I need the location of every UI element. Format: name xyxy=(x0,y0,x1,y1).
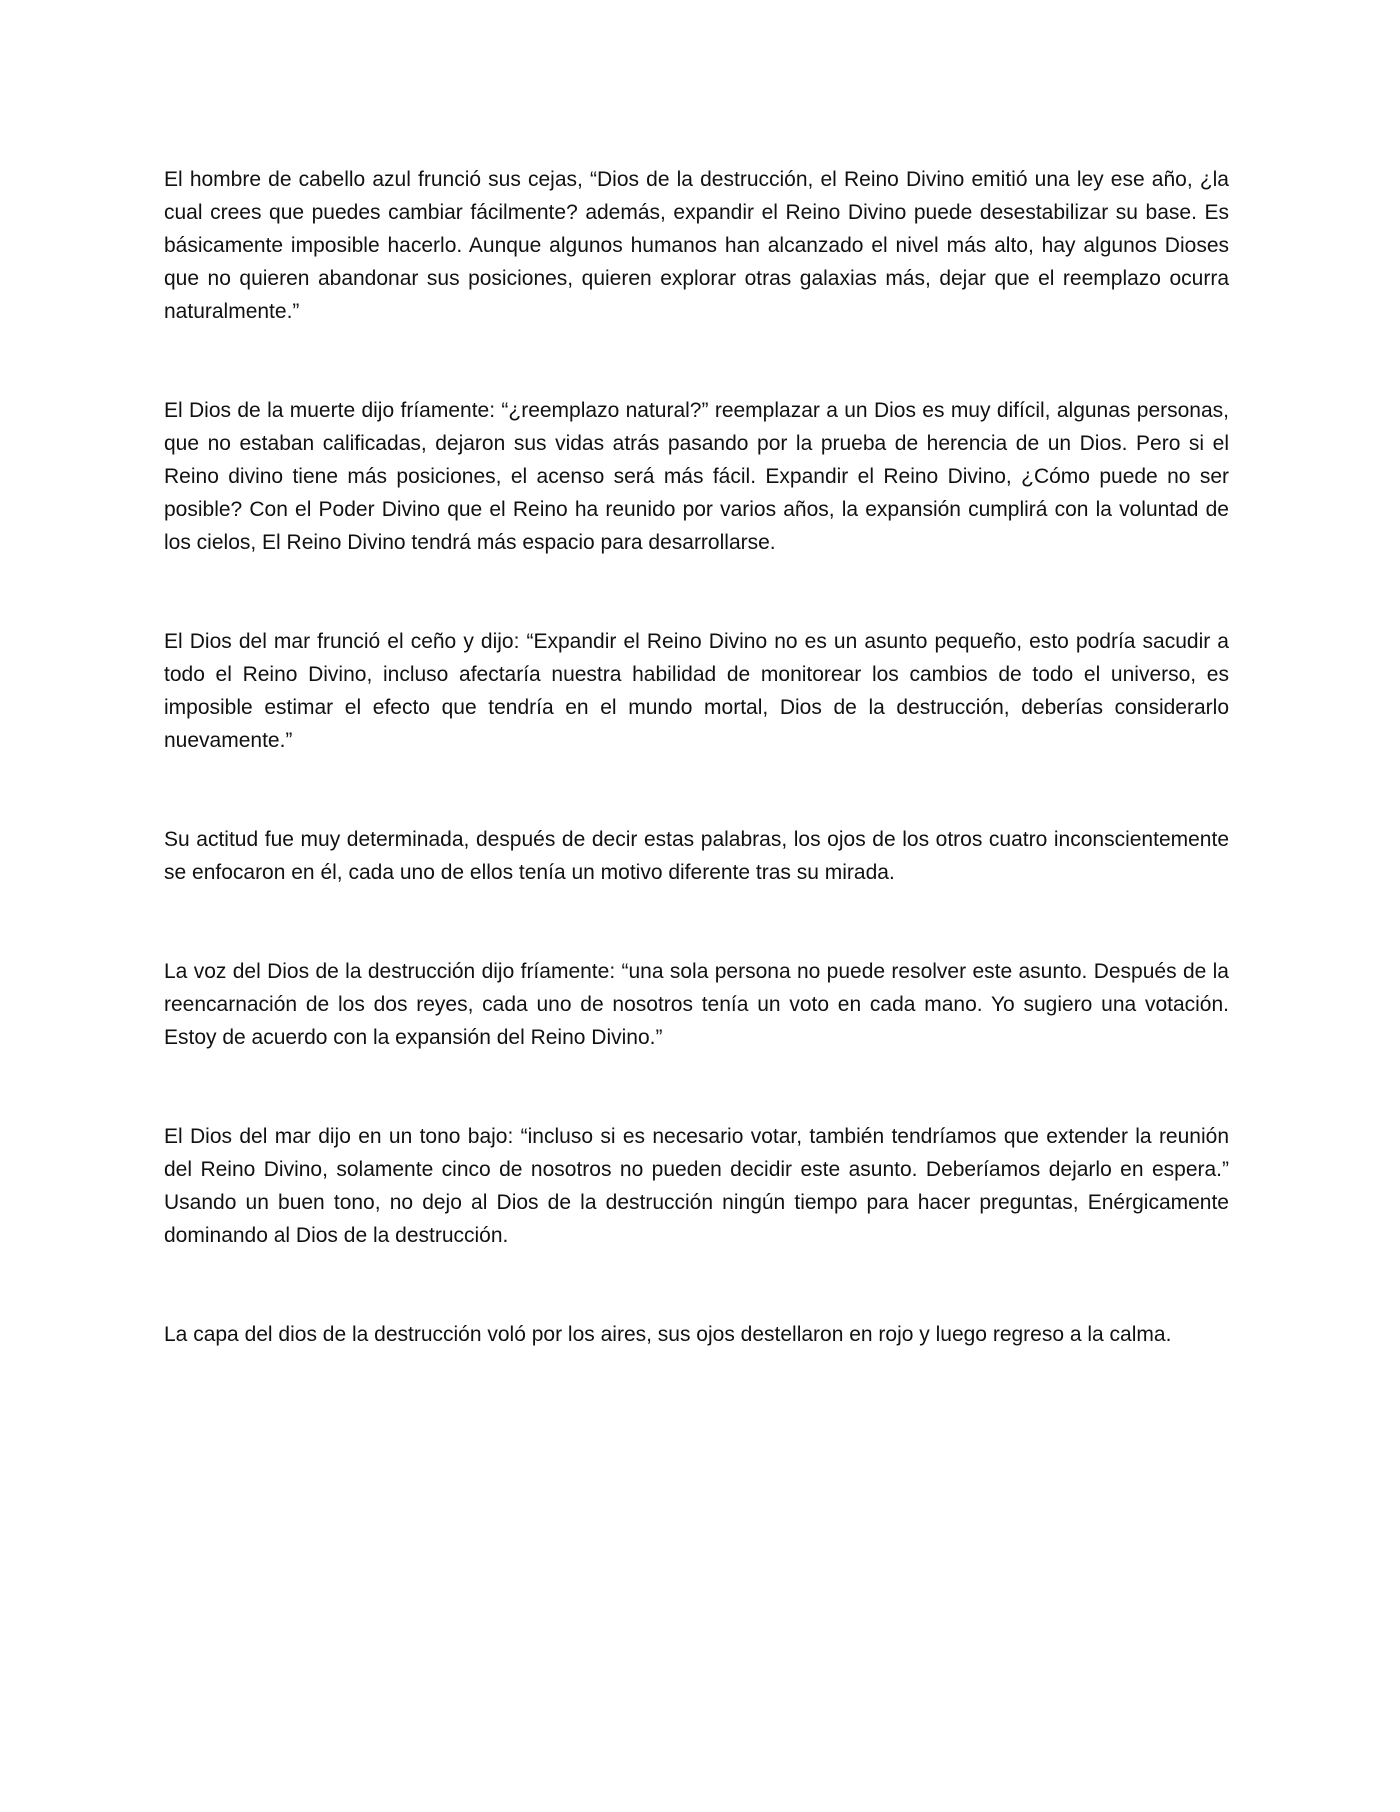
paragraph-4: Su actitud fue muy determinada, después de decir estas palabras, los ojos de los otros cuatro inconscientemente se enfocaron en él, cada uno de ellos tenía un motivo diferente tras su mirada. xyxy=(164,828,1229,884)
paragraph-6: El Dios del mar dijo en un tono bajo: “incluso si es necesario votar, también tendríamos que extender la reunión del Reino Divino, solamente cinco de nosotros no pueden decidir este asunto. Deberíamos dejarlo en espera.” Usando un buen tono, no dejo al Dios de la destrucción ningún tiempo para hacer preguntas, Enérgicamente dominando al Dios de la destrucción. xyxy=(164,1125,1229,1247)
paragraph-5: La voz del Dios de la destrucción dijo fríamente: “una sola persona no puede resolver este asunto. Después de la reencarnación de los dos reyes, cada uno de nosotros tenía un voto en cada mano. Yo sugiero una votación. Estoy de acuerdo con la expansión del Reino Divino.” xyxy=(164,960,1229,1049)
paragraph-2: El Dios de la muerte dijo fríamente: “¿reemplazo natural?” reemplazar a un Dios es muy difícil, algunas personas, que no estaban calificadas, dejaron sus vidas atrás pasando por la prueba de herencia de un Dios. Pero si el Reino divino tiene más posiciones, el acenso será más fácil. Expandir el Reino Divino, ¿Cómo puede no ser posible? Con el Poder Divino que el Reino ha reunido por varios años, la expansión cumplirá con la voluntad de los cielos, El Reino Divino tendrá más espacio para desarrollarse. xyxy=(164,399,1229,554)
document-body xyxy=(164,163,1229,1351)
paragraph-3: El Dios del mar frunció el ceño y dijo: “Expandir el Reino Divino no es un asunto pequeño, esto podría sacudir a todo el Reino Divino, incluso afectaría nuestra habilidad de monitorear los cambios de todo el universo, es imposible estimar el efecto que tendría en el mundo mortal, Dios de la destrucción, deberías considerarlo nuevamente.” xyxy=(164,630,1229,752)
paragraph-7: La capa del dios de la destrucción voló por los aires, sus ojos destellaron en rojo y luego regreso a la calma. xyxy=(164,1323,1172,1346)
paragraph-1: El hombre de cabello azul frunció sus cejas, “Dios de la destrucción, el Reino Divino emitió una ley ese año, ¿la cual crees que puedes cambiar fácilmente? además, expandir el Reino Divino puede desestabilizar su base. Es básicamente imposible hacerlo. Aunque algunos humanos han alcanzado el nivel más alto, hay algunos Dioses que no quieren abandonar sus posiciones, quieren explorar otras galaxias más, dejar que el reemplazo ocurra naturalmente.” xyxy=(164,168,1229,323)
